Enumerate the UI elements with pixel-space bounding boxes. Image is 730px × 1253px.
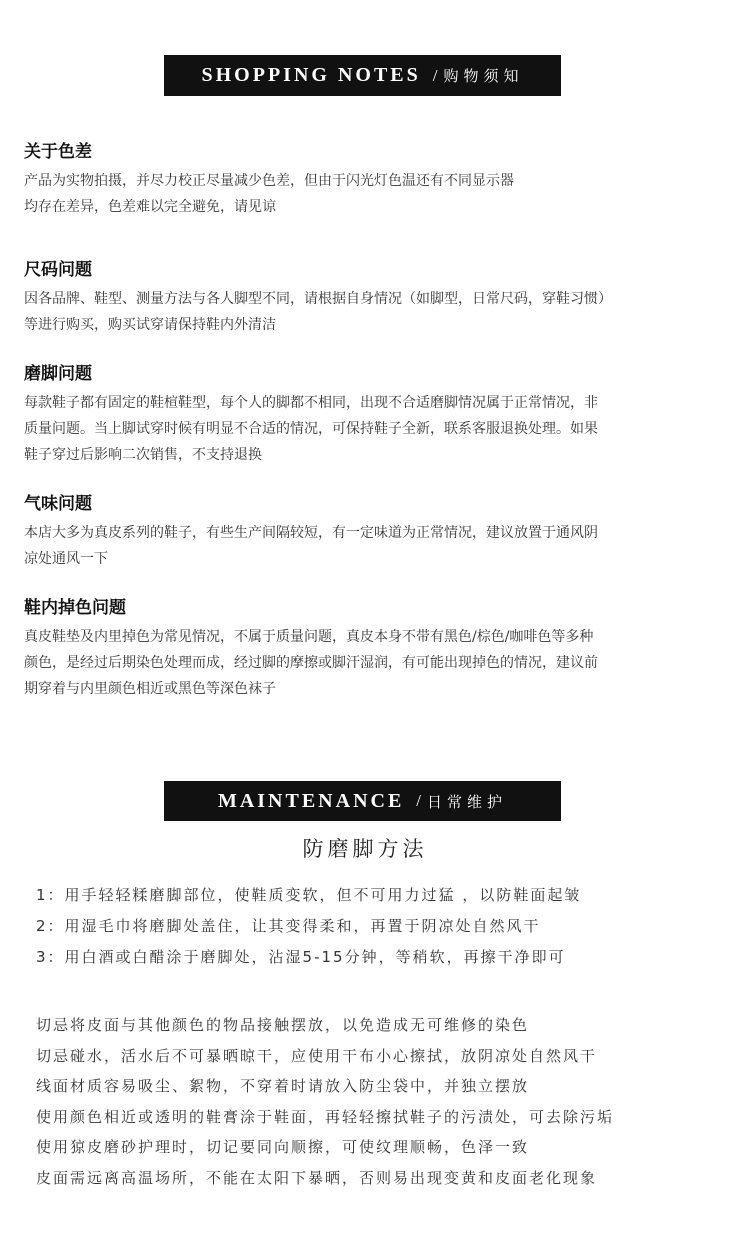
shopping-notes-banner bbox=[164, 55, 561, 96]
note-heading: 尺码问题 bbox=[24, 260, 92, 280]
note-heading: 关于色差 bbox=[24, 142, 92, 162]
note-heading: 磨脚问题 bbox=[24, 364, 92, 384]
note-body: 因各品牌、鞋型、测量方法与各人脚型不同，请根据自身情况（如脚型，日常尺码，穿鞋习惯） 等进行购买，购买试穿请保持鞋内外清洁 bbox=[24, 291, 612, 333]
tip-item: 切忌将皮面与其他颜色的物品接触摆放，以免造成无可维修的染色 bbox=[36, 1016, 530, 1034]
tip-item: 切忌碰水，活水后不可暴晒晾干，应使用干布小心擦拭，放阴凉处自然风干 bbox=[36, 1046, 598, 1065]
note-color-fading bbox=[24, 596, 714, 702]
note-body: 产品为实物拍摄，并尽力校正尽量减少色差，但由于闪光灯色温还有不同显示器 均存在差异，色差难以完全避免，请见谅 bbox=[24, 173, 514, 215]
banner-separator: / bbox=[432, 65, 438, 85]
note-color-difference bbox=[24, 140, 714, 220]
care-tips bbox=[36, 1010, 614, 1193]
banner-title-en: SHOPPING NOTES bbox=[201, 64, 421, 86]
banner-title-cn: 日常维护 bbox=[427, 792, 508, 811]
banner-title-en: MAINTENANCE bbox=[217, 789, 405, 812]
note-heading: 气味问题 bbox=[24, 494, 92, 514]
tip-item: 皮面需远离高温场所，不能在太阳下暴晒，否则易出现变黄和皮面老化现象 bbox=[36, 1168, 598, 1187]
maintenance-banner bbox=[164, 781, 561, 821]
banner-separator: / bbox=[416, 791, 422, 810]
note-size bbox=[24, 258, 714, 338]
tip-item: 使用猄皮磨砂护理时，切记要同向顺擦，可使纹理顺畅，色泽一致 bbox=[36, 1138, 530, 1156]
step-item: 3：用白酒或白醋涂于磨脚处，沾湿5-15分钟，等稍软，再擦干净即可 bbox=[36, 948, 566, 966]
note-body: 真皮鞋垫及内里掉色为常见情况，不属于质量问题，真皮本身不带有黑色/棕色/咖啡色等多种 颜色，是经过后期染色处理而成，经过脚的摩擦或脚汗湿润，有可能出现掉色的情况，建议前 期穿着与内里颜色相近或黑色等深色袜子 bbox=[24, 629, 598, 697]
note-body: 每款鞋子都有固定的鞋楦鞋型，每个人的脚都不相同，出现不合适磨脚情况属于正常情况，非 质量问题。当上脚试穿时候有明显不合适的情况，可保持鞋子全新，联系客服退换处理。如果 鞋子穿过后影响二次销售，不支持退换 bbox=[24, 395, 598, 463]
step-item: 1：用手轻轻糅磨脚部位，使鞋质变软，但不可用力过猛 ，以防鞋面起皱 bbox=[36, 886, 582, 904]
maintenance-subtitle: 防磨脚方法 bbox=[302, 837, 428, 861]
step-item: 2：用湿毛巾将磨脚处盖住，让其变得柔和，再置于阴凉处自然风干 bbox=[36, 917, 541, 935]
note-odor bbox=[24, 492, 714, 572]
tip-item: 线面材质容易吸尘、絮物，不穿着时请放入防尘袋中，并独立摆放 bbox=[36, 1077, 530, 1095]
banner-title-cn: 购物须知 bbox=[443, 67, 524, 85]
note-body: 本店大多为真皮系列的鞋子，有些生产间隔较短，有一定味道为正常情况，建议放置于通风阴 凉处通风一下 bbox=[24, 525, 598, 567]
note-heading: 鞋内掉色问题 bbox=[24, 598, 126, 618]
anti-rubbing-steps bbox=[36, 880, 581, 973]
tip-item: 使用颜色相近或透明的鞋膏涂于鞋面，再轻轻擦拭鞋子的污渍处，可去除污垢 bbox=[36, 1107, 615, 1126]
note-foot-rubbing bbox=[24, 362, 714, 468]
